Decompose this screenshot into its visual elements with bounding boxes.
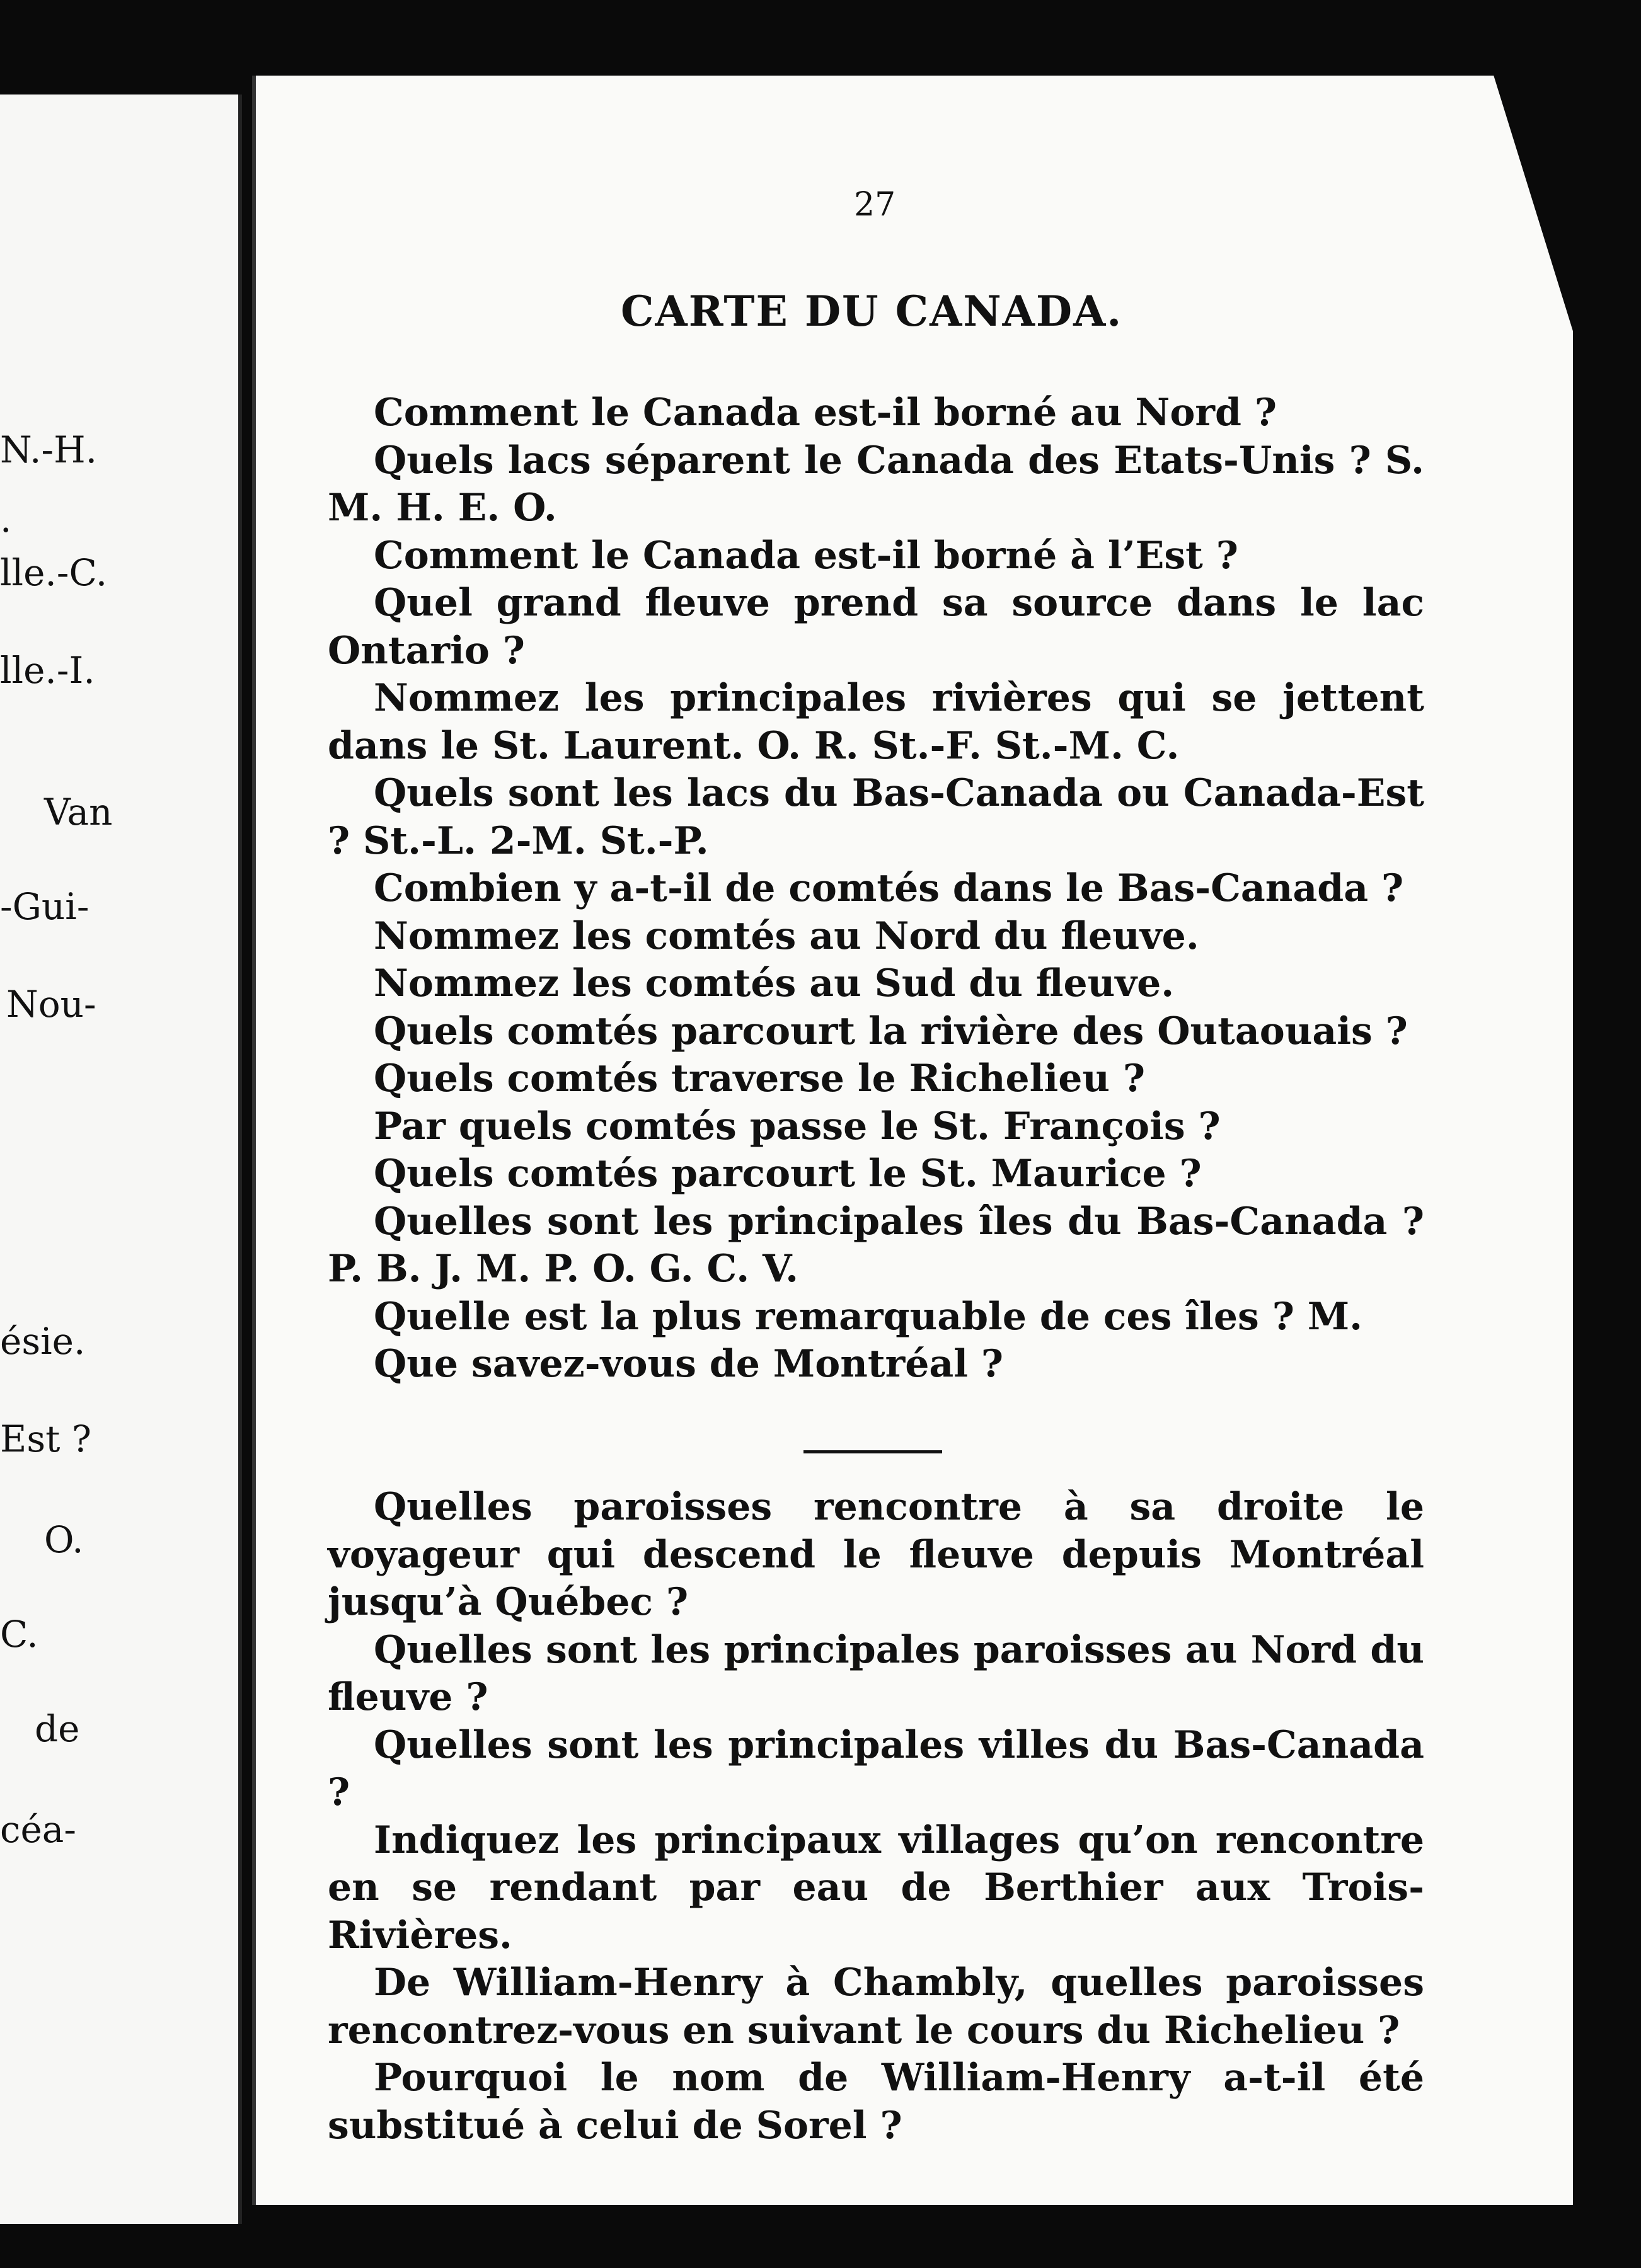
left-page-fragment: Nou-: [6, 983, 96, 1026]
question: Quels comtés parcourt le St. Maurice ?: [374, 1152, 1202, 1196]
question: Quels comtés parcourt la rivière des Outaouais ?: [374, 1009, 1408, 1053]
left-page-fragment: -Gui-: [0, 885, 89, 928]
left-page-fragment: lle.-C.: [0, 551, 108, 594]
question: Par quels comtés passe le St. François ?: [374, 1104, 1221, 1148]
question: Nommez les comtés au Sud du fleuve.: [374, 961, 1175, 1005]
left-page-fragment: Van: [44, 791, 113, 833]
question: Quelles sont les principales paroisses au Nord du fleuve ?: [328, 1627, 1424, 1719]
page-title: CARTE DU CANADA.: [621, 287, 1123, 336]
question: De William-Henry à Chambly, quelles paroisses rencontrez-vous en suivant le cours du Richelieu ?: [328, 1961, 1424, 2053]
question: Combien y a-t-il de comtés dans le Bas-Canada ?: [374, 866, 1404, 910]
left-page-edge: [0, 94, 242, 2224]
question: Quels lacs séparent le Canada des Etats-Unis ? S. M. H. E. O.: [328, 438, 1424, 530]
question: Quels sont les lacs du Bas-Canada ou Canada-Est ? St.-L. 2-M. St.-P.: [328, 771, 1424, 863]
question: Quelles paroisses rencontre à sa droite le voyageur qui descend le fleuve depuis Montréal jusqu’à Québec ?: [328, 1485, 1424, 1624]
question: Quelle est la plus remarquable de ces îles ? M.: [374, 1294, 1363, 1339]
question: Nommez les comtés au Nord du fleuve.: [374, 914, 1199, 958]
question: Pourquoi le nom de William-Henry a-t-il été substitué à celui de Sorel ?: [328, 2056, 1424, 2148]
page-number: 27: [854, 186, 896, 224]
left-page-fragment: ésie.: [0, 1320, 86, 1363]
left-page-fragment: lle.-I.: [0, 649, 95, 692]
left-page-fragment: céa-: [0, 1808, 76, 1851]
question-list: [328, 389, 1424, 1389]
left-page-fragment: Est ?: [0, 1418, 91, 1460]
question: Comment le Canada est-il borné au Nord ?: [374, 391, 1277, 435]
question: Quelles sont les principales villes du Bas-Canada ?: [328, 1722, 1424, 1814]
question: Que savez-vous de Montréal ?: [374, 1342, 1004, 1386]
left-page-fragment: N.-H.: [0, 428, 98, 471]
question: Nommez les principales rivières qui se jettent dans le St. Laurent. O. R. St.-F. St.-M. C.: [328, 676, 1424, 768]
question: Quels comtés traverse le Richelieu ?: [374, 1057, 1146, 1101]
section-divider: [803, 1450, 942, 1453]
question-list-2: [328, 1484, 1424, 2150]
question: Quel grand fleuve prend sa source dans le lac Ontario ?: [328, 581, 1424, 673]
question: Indiquez les principaux villages qu’on rencontre en se rendant par eau de Berthier aux Trois-Rivières.: [328, 1818, 1424, 1957]
question: Comment le Canada est-il borné à l’Est ?: [374, 533, 1238, 578]
question: Quelles sont les principales îles du Bas-Canada ? P. B. J. M. P. O. G. C. V.: [328, 1199, 1424, 1291]
left-page-fragment: C.: [0, 1613, 38, 1656]
left-page-fragment: de: [35, 1707, 80, 1750]
left-page-fragment: O.: [44, 1518, 84, 1561]
left-page-fragment: .: [0, 498, 12, 541]
